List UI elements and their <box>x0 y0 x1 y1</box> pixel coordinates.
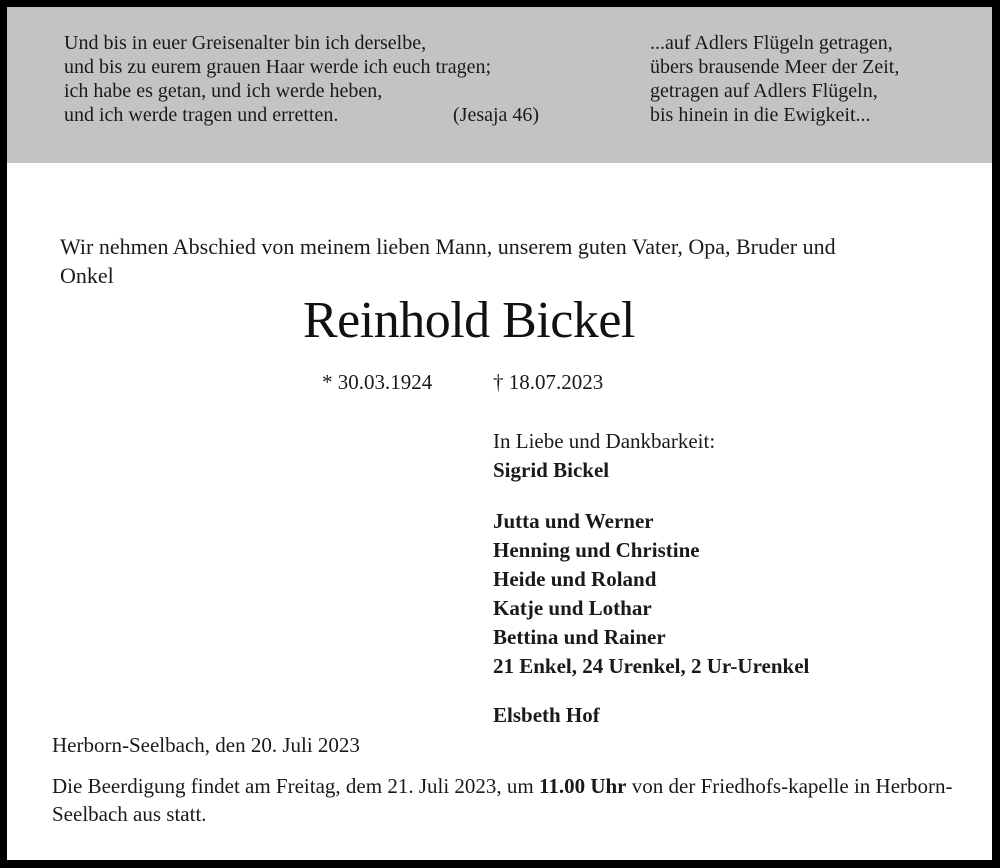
family-member: Bettina und Rainer <box>493 625 666 649</box>
verse-line: und bis zu eurem grauen Haar werde ich euch tragen; <box>64 56 492 78</box>
funeral-time: 11.00 Uhr <box>539 774 627 798</box>
poem-line: getragen auf Adlers Flügeln, <box>650 80 878 102</box>
funeral-info <box>52 772 972 828</box>
family-member: Heide und Roland <box>493 567 657 591</box>
funeral-text: Die Beerdigung findet am Freitag, dem 21. Juli 2023, um <box>52 774 539 798</box>
grandchildren-count: 21 Enkel, 24 Urenkel, 2 Ur-Urenkel <box>493 654 810 678</box>
other-mourner: Elsbeth Hof <box>493 703 600 727</box>
verse-line: und ich werde tragen und erretten. <box>64 104 339 126</box>
mourners-heading: In Liebe und Dankbarkeit: <box>493 429 716 453</box>
verse-reference: (Jesaja 46) <box>453 104 540 126</box>
poem-line: ...auf Adlers Flügeln getragen, <box>650 32 893 54</box>
verse-band <box>7 7 992 163</box>
funeral-text-end: von der Friedhofs-kapelle in Herborn-Seelbach aus statt. <box>52 774 953 826</box>
verse-line: Und bis in euer Greisenalter bin ich derselbe, <box>64 32 427 54</box>
poem-line: übers brausende Meer der Zeit, <box>650 56 900 78</box>
deceased-name: Reinhold Bickel <box>303 292 635 349</box>
family-member: Katje und Lothar <box>493 596 652 620</box>
birth-date: * 30.03.1924 <box>322 370 433 394</box>
obituary-notice <box>7 7 992 860</box>
poem-verse <box>650 31 899 127</box>
family-member: Jutta und Werner <box>493 509 654 533</box>
mourners-list <box>493 427 809 730</box>
place-date: Herborn-Seelbach, den 20. Juli 2023 <box>52 733 360 757</box>
death-date: † 18.07.2023 <box>493 370 604 394</box>
family-member: Henning und Christine <box>493 538 700 562</box>
verse-line: ich habe es getan, und ich werde heben, <box>64 80 383 102</box>
bible-verse <box>64 31 491 127</box>
farewell-intro: Wir nehmen Abschied von meinem lieben Mann, unserem guten Vater, Opa, Bruder und Onkel <box>60 234 836 288</box>
spouse-name: Sigrid Bickel <box>493 458 610 482</box>
poem-line: bis hinein in die Ewigkeit... <box>650 104 871 126</box>
